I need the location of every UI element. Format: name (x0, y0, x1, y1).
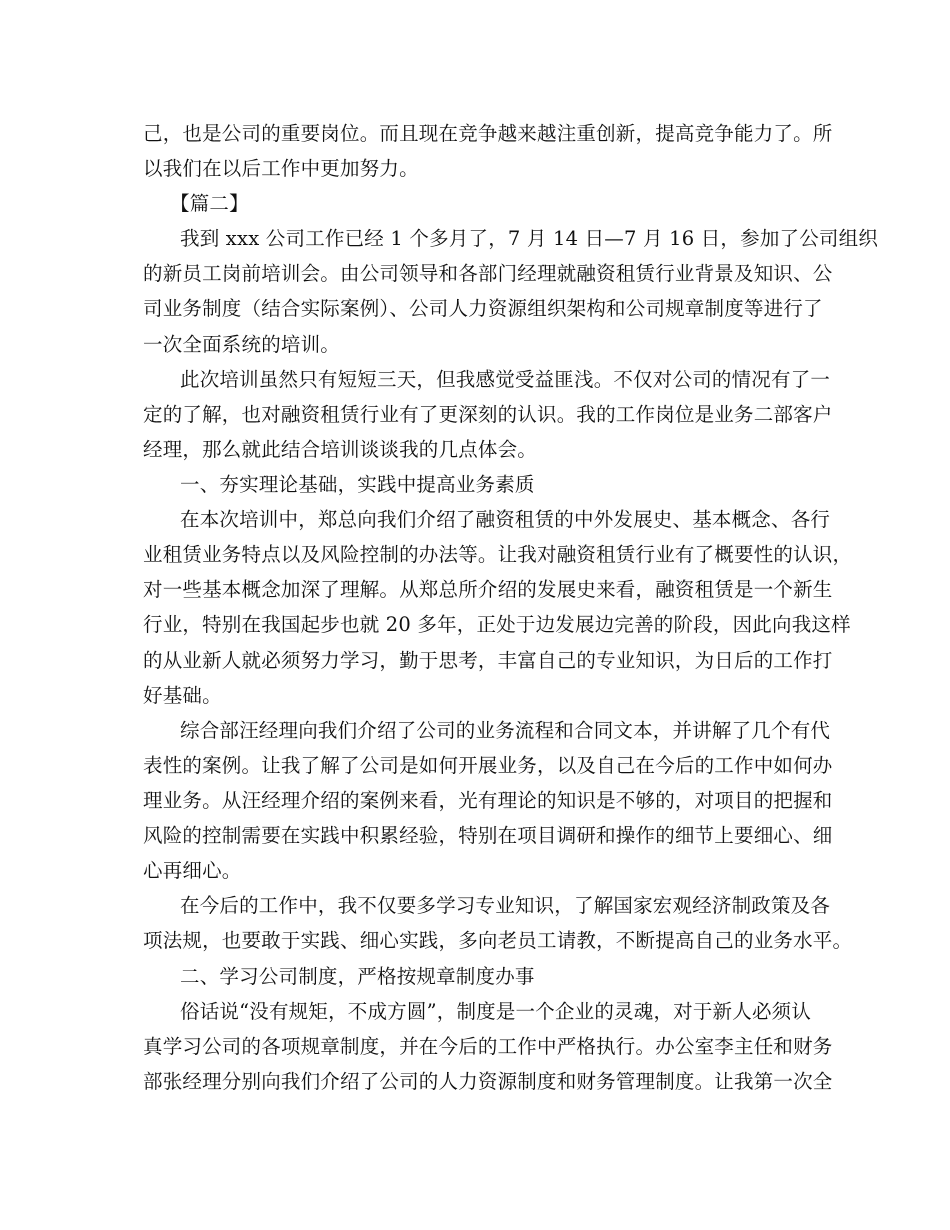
text-line: 的新员工岗前培训会。由公司领导和各部门经理就融资租赁行业背景及知识、公 (143, 262, 833, 285)
text-line: 项法规，也要敢于实践、细心实践，多向老员工请教，不断提高自己的业务水平。 (143, 929, 853, 952)
text-line: 俗话说“没有规矩，不成方圆”，制度是一个企业的灵魂，对于新人必须认 (180, 1000, 812, 1023)
text-line: 我到 xxx 公司工作已经 1 个多月了，7 月 14 日—7 月 16 日，参加了公司组织 (180, 227, 879, 250)
text-line: 业租赁业务特点以及风险控制的办法等。让我对融资租赁行业有了概要性的认识， (143, 543, 853, 566)
subheading: 一、夯实理论基础，实践中提高业务素质 (180, 473, 535, 496)
text-line: 己，也是公司的重要岗位。而且现在竞争越来越注重创新，提高竞争能力了。所 (143, 122, 833, 145)
subheading: 二、学习公司制度，严格按规章制度办事 (180, 965, 535, 988)
text-line: 行业，特别在我国起步也就 20 多年，正处于边发展边完善的阶段，因此向我这样 (143, 613, 851, 636)
text-line: 司业务制度（结合实际案例）、公司人力资源组织架构和公司规章制度等进行了 (143, 297, 823, 320)
text-line: 理业务。从汪经理介绍的案例来看，光有理论的知识是不够的，对项目的把握和 (143, 789, 833, 812)
text-line: 风险的控制需要在实践中积累经验，特别在项目调研和操作的细节上要细心、细 (143, 824, 833, 847)
text-line: 综合部汪经理向我们介绍了公司的业务流程和合同文本，并讲解了几个有代 (180, 719, 831, 742)
text-line: 以我们在以后工作中更加努力。 (143, 157, 419, 180)
text-line: 一次全面系统的培训。 (143, 333, 341, 356)
text-line: 在本次培训中，郑总向我们介绍了融资租赁的中外发展史、基本概念、各行 (180, 508, 831, 531)
text-line: 的从业新人就必须努力学习，勤于思考，丰富自己的专业知识，为日后的工作打 (143, 649, 833, 672)
text-line: 表性的案例。让我了解了公司是如何开展业务，以及自己在今后的工作中如何办 (143, 754, 833, 777)
text-line: 好基础。 (143, 684, 222, 707)
text-line: 心再细心。 (143, 859, 242, 882)
text-line: 经理，那么就此结合培训谈谈我的几点体会。 (143, 438, 538, 461)
section-heading: 【篇二】 (170, 192, 249, 215)
text-line: 真学习公司的各项规章制度，并在今后的工作中严格执行。办公室李主任和财务 (143, 1035, 833, 1058)
text-line: 部张经理分别向我们介绍了公司的人力资源制度和财务管理制度。让我第一次全 (143, 1070, 833, 1093)
text-line: 此次培训虽然只有短短三天，但我感觉受益匪浅。不仅对公司的情况有了一 (180, 368, 831, 391)
text-line: 定的了解，也对融资租赁行业有了更深刻的认识。我的工作岗位是业务二部客户 (143, 403, 833, 426)
text-line: 在今后的工作中，我不仅要多学习专业知识，了解国家宏观经济制政策及各 (180, 894, 831, 917)
text-line: 对一些基本概念加深了理解。从郑总所介绍的发展史来看，融资租赁是一个新生 (143, 578, 833, 601)
